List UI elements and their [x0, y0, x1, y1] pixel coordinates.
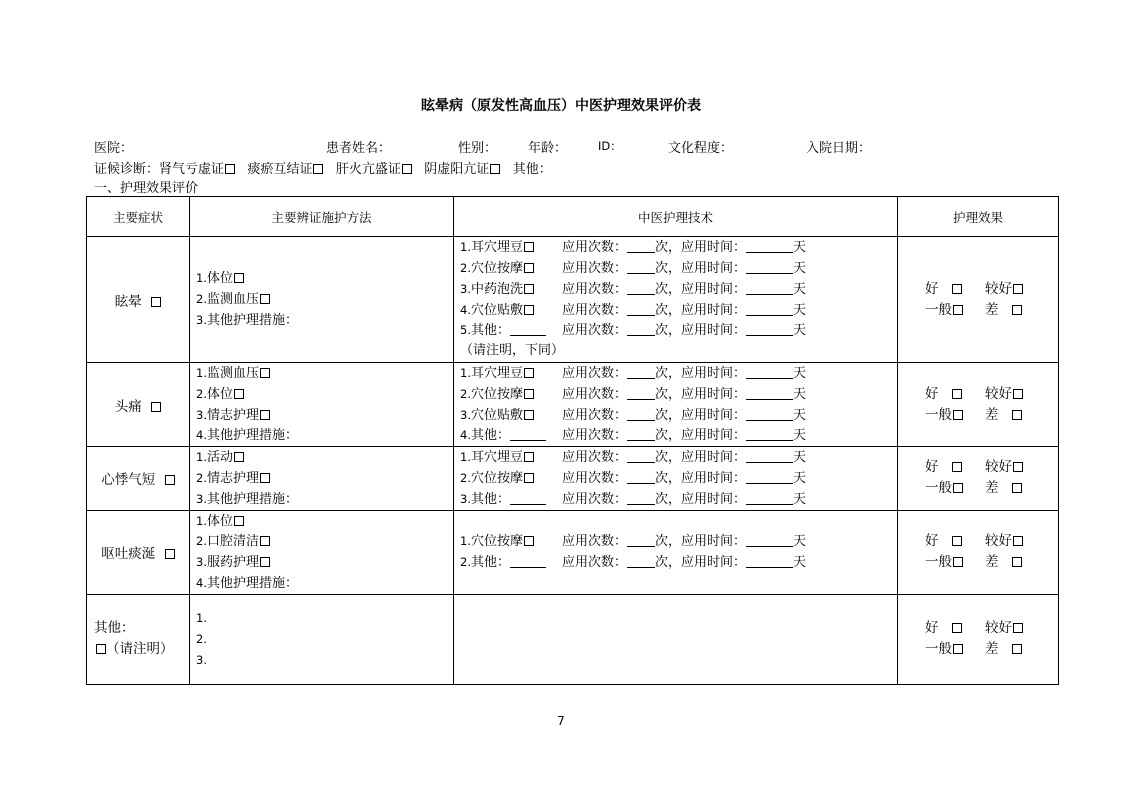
checkbox[interactable] — [524, 284, 534, 294]
form-title: 眩晕病（原发性高血压）中医护理效果评价表 — [421, 98, 701, 114]
days-unit: 天 — [793, 491, 807, 507]
technique-item — [460, 468, 897, 489]
method-item — [196, 468, 453, 489]
checkbox[interactable] — [234, 389, 244, 399]
table-row-other — [87, 594, 1059, 684]
symptom-label: 呕吐痰涎 — [101, 546, 156, 563]
method-item — [196, 310, 453, 331]
diagnosis-label: 证候诊断： — [94, 162, 160, 177]
days-unit: 天 — [793, 366, 807, 381]
item-number: 2. — [460, 555, 471, 570]
diagnosis-option: 痰瘀互结证 — [247, 162, 313, 177]
checkbox[interactable] — [953, 557, 963, 567]
blank-field[interactable] — [627, 239, 655, 253]
techniques-cell — [454, 363, 898, 447]
checkbox[interactable] — [524, 368, 534, 378]
blank-field[interactable] — [627, 302, 655, 316]
technique-item — [460, 384, 897, 405]
checkbox[interactable] — [402, 164, 412, 174]
times-unit: 次，应用时间： — [655, 240, 747, 256]
days-unit: 天 — [793, 240, 807, 256]
technique-item — [460, 300, 897, 321]
symptom-label: 头痛 — [114, 398, 142, 415]
list-item: 2. — [196, 631, 207, 646]
method-text: 口腔清洁 — [206, 534, 259, 550]
checkbox[interactable] — [490, 164, 500, 174]
item-number: 1. — [460, 366, 471, 380]
checkbox[interactable] — [234, 516, 244, 526]
item-number: 4. — [460, 302, 471, 317]
times-label: 应用次数： — [562, 281, 628, 297]
checkbox[interactable] — [1012, 644, 1022, 654]
checkbox[interactable] — [1013, 284, 1023, 294]
blank-field[interactable] — [746, 533, 793, 547]
method-item — [196, 405, 453, 426]
id-label: ID： — [598, 139, 622, 153]
checkbox[interactable] — [260, 536, 270, 546]
method-item — [196, 489, 453, 510]
evaluation-table — [86, 196, 1059, 685]
blank-field[interactable] — [627, 386, 655, 400]
item-number: 3. — [460, 491, 471, 506]
item-number: 3. — [196, 407, 207, 422]
effect-normal: 一般 — [925, 480, 952, 497]
checkbox[interactable] — [1013, 623, 1023, 633]
method-text: 其他护理措施： — [206, 428, 298, 444]
blank-field[interactable] — [746, 239, 793, 253]
item-number: 2. — [196, 292, 207, 307]
checkbox[interactable] — [1013, 389, 1023, 399]
checkbox[interactable] — [1012, 483, 1022, 493]
diagnosis-option: 肾气亏虚证 — [159, 162, 225, 177]
blank-field[interactable] — [510, 322, 546, 336]
blank-field[interactable] — [746, 407, 793, 421]
days-unit: 天 — [793, 323, 807, 339]
method-text: 体位 — [206, 386, 233, 402]
technique-text: 穴位按摩 — [470, 386, 523, 402]
hospital-label: 医院： — [94, 141, 134, 156]
blank-field[interactable] — [627, 407, 655, 421]
times-unit: 次，应用时间： — [655, 281, 747, 297]
times-unit: 次，应用时间： — [655, 470, 747, 486]
blank-field[interactable] — [627, 554, 655, 568]
symptom-cell — [87, 447, 190, 510]
checkbox[interactable] — [952, 284, 962, 294]
blank-field[interactable] — [746, 554, 793, 568]
technique-text: 其他： — [470, 491, 510, 507]
checkbox[interactable] — [1012, 557, 1022, 567]
effect-good: 好 — [925, 459, 939, 476]
checkbox[interactable] — [225, 164, 235, 174]
days-unit: 天 — [793, 407, 807, 423]
effect-poor: 差 — [985, 480, 999, 497]
blank-field[interactable] — [746, 281, 793, 295]
effect-better: 较好 — [985, 385, 1012, 402]
blank-field[interactable] — [746, 470, 793, 484]
checkbox[interactable] — [165, 475, 175, 485]
techniques-cell — [454, 237, 898, 363]
effect-poor: 差 — [985, 301, 999, 318]
checkbox[interactable] — [313, 164, 323, 174]
checkbox[interactable] — [524, 536, 534, 546]
item-number: 2. — [460, 386, 471, 401]
days-unit: 天 — [793, 386, 807, 402]
item-number: 1. — [196, 450, 207, 465]
effect-better: 较好 — [985, 533, 1012, 550]
technique-item — [460, 489, 897, 510]
blank-field[interactable] — [510, 554, 546, 568]
item-number: 5. — [460, 323, 471, 338]
effect-normal: 一般 — [925, 301, 952, 318]
technique-item — [460, 363, 897, 384]
checkbox[interactable] — [260, 368, 270, 378]
item-number: 2. — [196, 470, 207, 485]
item-number: 1. — [196, 366, 207, 380]
method-text: 活动 — [206, 450, 233, 466]
days-unit: 天 — [793, 555, 807, 571]
effect-normal: 一般 — [925, 406, 952, 423]
checkbox[interactable] — [953, 483, 963, 493]
blank-field[interactable] — [627, 427, 655, 441]
method-text: 其他护理措施： — [206, 491, 298, 507]
blank-field[interactable] — [746, 449, 793, 463]
technique-item — [460, 279, 897, 300]
days-unit: 天 — [793, 260, 807, 276]
effect-normal: 一般 — [925, 641, 952, 658]
method-text: 服药护理 — [206, 555, 259, 571]
times-unit: 次，应用时间： — [655, 555, 747, 571]
technique-text: 穴位贴敷 — [470, 407, 523, 423]
times-label: 应用次数： — [562, 386, 628, 402]
technique-item — [460, 552, 897, 573]
effect-cell — [898, 594, 1059, 684]
col-header-symptom: 主要症状 — [87, 197, 190, 237]
checkbox[interactable] — [260, 410, 270, 420]
technique-text: 其他： — [470, 323, 510, 339]
technique-item — [460, 320, 897, 341]
checkbox[interactable] — [165, 549, 175, 559]
item-number: 1. — [196, 513, 207, 528]
effect-normal: 一般 — [925, 554, 952, 571]
blank-field[interactable] — [627, 281, 655, 295]
days-unit: 天 — [793, 470, 807, 486]
checkbox[interactable] — [260, 294, 270, 304]
blank-field[interactable] — [627, 449, 655, 463]
effect-poor: 差 — [985, 554, 999, 571]
item-number: 3. — [196, 555, 207, 570]
method-text: 体位 — [206, 271, 233, 287]
checkbox[interactable] — [260, 557, 270, 567]
checkbox[interactable] — [96, 644, 106, 654]
blank-field[interactable] — [510, 427, 546, 441]
page-number: 7 — [557, 714, 565, 728]
methods-cell — [190, 510, 454, 594]
times-unit: 次，应用时间： — [655, 428, 747, 444]
admission-date-label: 入院日期： — [806, 141, 872, 156]
technique-text: 其他： — [470, 428, 510, 444]
item-number: 4. — [196, 428, 207, 443]
symptom-cell — [87, 510, 190, 594]
methods-cell — [190, 363, 454, 447]
techniques-cell — [454, 510, 898, 594]
item-number: 1. — [460, 534, 471, 549]
times-unit: 次，应用时间： — [655, 534, 747, 550]
effect-cell — [898, 510, 1059, 594]
checkbox[interactable] — [234, 273, 244, 283]
effect-good: 好 — [925, 533, 939, 550]
technique-item — [460, 258, 897, 279]
item-number: 2. — [196, 386, 207, 401]
method-item — [196, 268, 453, 289]
checkbox[interactable] — [524, 263, 534, 273]
technique-text: 耳穴埋豆 — [470, 240, 523, 256]
blank-field[interactable] — [746, 260, 793, 274]
symptom-cell — [87, 237, 190, 363]
checkbox[interactable] — [151, 402, 161, 412]
blank-field[interactable] — [627, 260, 655, 274]
blank-field[interactable] — [627, 533, 655, 547]
list-item: 1. — [196, 611, 207, 626]
times-label: 应用次数： — [562, 450, 628, 466]
effect-good: 好 — [925, 620, 939, 637]
blank-field[interactable] — [746, 427, 793, 441]
checkbox[interactable] — [1012, 410, 1022, 420]
days-unit: 天 — [793, 534, 807, 550]
checkbox[interactable] — [953, 644, 963, 654]
checkbox[interactable] — [1013, 462, 1023, 472]
times-label: 应用次数： — [562, 470, 628, 486]
effect-poor: 差 — [985, 406, 999, 423]
table-row — [87, 447, 1059, 510]
symptom-cell — [87, 363, 190, 447]
times-label: 应用次数： — [562, 534, 628, 550]
times-unit: 次，应用时间： — [655, 323, 747, 339]
item-number: 3. — [460, 407, 471, 422]
technique-text: 耳穴埋豆 — [470, 366, 523, 381]
technique-text: 穴位按摩 — [470, 260, 523, 276]
times-unit: 次，应用时间： — [655, 491, 747, 507]
col-header-effect: 护理效果 — [898, 197, 1059, 237]
method-text: 情志护理 — [206, 407, 259, 423]
times-label: 应用次数： — [562, 323, 628, 339]
item-number: 2. — [460, 260, 471, 275]
patient-name-label: 患者姓名： — [326, 141, 392, 156]
col-header-techniques: 中医护理技术 — [454, 197, 898, 237]
checkbox[interactable] — [524, 305, 534, 315]
method-item — [196, 363, 453, 384]
times-label: 应用次数： — [562, 260, 628, 276]
method-item — [196, 384, 453, 405]
times-label: 应用次数： — [562, 302, 628, 318]
technique-item — [460, 405, 897, 426]
diagnosis-option: 肝火亢盛证 — [335, 162, 401, 177]
item-number: 4. — [460, 428, 471, 443]
item-number: 1. — [460, 240, 471, 255]
other-note: （请注明） — [106, 641, 174, 658]
method-text: 监测血压 — [206, 366, 259, 381]
effect-cell — [898, 363, 1059, 447]
method-item — [196, 573, 453, 594]
effect-better: 较好 — [985, 459, 1012, 476]
effect-better: 较好 — [985, 280, 1012, 297]
effect-better: 较好 — [985, 620, 1012, 637]
other-methods-cell — [190, 594, 454, 684]
technique-text: 其他： — [470, 555, 510, 571]
times-label: 应用次数： — [562, 240, 628, 256]
blank-field[interactable] — [746, 302, 793, 316]
checkbox[interactable] — [1012, 305, 1022, 315]
other-label: 其他： — [94, 620, 135, 637]
method-text: 监测血压 — [206, 292, 259, 308]
checkbox[interactable] — [952, 623, 962, 633]
col-header-methods: 主要辨证施护方法 — [190, 197, 454, 237]
effect-good: 好 — [925, 280, 939, 297]
method-item — [196, 425, 453, 446]
times-label: 应用次数： — [562, 555, 628, 571]
blank-field[interactable] — [510, 491, 546, 505]
times-label: 应用次数： — [562, 428, 628, 444]
blank-field[interactable] — [627, 365, 655, 379]
checkbox[interactable] — [952, 536, 962, 546]
table-row — [87, 510, 1059, 594]
technique-item — [460, 531, 897, 552]
times-label: 应用次数： — [562, 366, 628, 381]
other-symptom-cell — [87, 594, 190, 684]
checkbox[interactable] — [524, 473, 534, 483]
item-number: 2. — [460, 470, 471, 485]
times-label: 应用次数： — [562, 407, 628, 423]
methods-cell — [190, 237, 454, 363]
checkbox[interactable] — [953, 305, 963, 315]
effect-good: 好 — [925, 385, 939, 402]
checkbox[interactable] — [952, 462, 962, 472]
technique-text: 穴位贴敷 — [470, 302, 523, 318]
section-title: 一、护理效果评价 — [94, 181, 199, 196]
method-item — [196, 447, 453, 468]
symptom-label: 眩晕 — [114, 293, 142, 310]
table-row — [87, 237, 1059, 363]
item-number: 3. — [460, 281, 471, 296]
item-number: 3. — [196, 491, 207, 506]
techniques-cell — [454, 447, 898, 510]
item-number: 4. — [196, 575, 207, 590]
checkbox[interactable] — [524, 452, 534, 462]
times-unit: 次，应用时间： — [655, 407, 747, 423]
item-number: 1. — [196, 271, 207, 286]
checkbox[interactable] — [1013, 536, 1023, 546]
table-header-row — [87, 197, 1059, 237]
times-label: 应用次数： — [562, 491, 628, 507]
checkbox[interactable] — [952, 389, 962, 399]
effect-poor: 差 — [985, 641, 999, 658]
method-text: 其他护理措施： — [206, 575, 298, 591]
technique-text: 穴位按摩 — [470, 470, 523, 486]
technique-item — [460, 425, 897, 446]
days-unit: 天 — [793, 450, 807, 466]
technique-text: 耳穴埋豆 — [470, 450, 523, 466]
checkbox[interactable] — [953, 410, 963, 420]
checkbox[interactable] — [234, 452, 244, 462]
days-unit: 天 — [793, 428, 807, 444]
effect-cell — [898, 447, 1059, 510]
blank-field[interactable] — [627, 322, 655, 336]
note-text: （请注明，下同） — [460, 343, 565, 359]
blank-field[interactable] — [627, 470, 655, 484]
age-label: 年龄： — [528, 141, 568, 156]
times-unit: 次，应用时间： — [655, 450, 747, 466]
diagnosis-line — [94, 158, 552, 177]
checkbox[interactable] — [524, 410, 534, 420]
method-text: 其他护理措施： — [206, 312, 298, 328]
times-unit: 次，应用时间： — [655, 386, 747, 402]
checkbox[interactable] — [260, 473, 270, 483]
methods-cell — [190, 447, 454, 510]
times-unit: 次，应用时间： — [655, 302, 747, 318]
table-row — [87, 363, 1059, 447]
item-number: 3. — [196, 312, 207, 327]
times-unit: 次，应用时间： — [655, 260, 747, 276]
item-number: 1. — [460, 450, 471, 465]
education-label: 文化程度： — [668, 141, 734, 156]
other-techniques-cell[interactable] — [454, 594, 898, 684]
diagnosis-other: 其他： — [512, 162, 552, 177]
checkbox[interactable] — [524, 242, 534, 252]
symptom-label: 心悸气短 — [101, 472, 156, 489]
checkbox[interactable] — [524, 389, 534, 399]
method-item — [196, 511, 453, 532]
method-item — [196, 552, 453, 573]
checkbox[interactable] — [151, 297, 161, 307]
method-text: 体位 — [206, 513, 233, 529]
list-item: 3. — [196, 652, 207, 667]
blank-field[interactable] — [746, 386, 793, 400]
days-unit: 天 — [793, 302, 807, 318]
blank-field[interactable] — [627, 491, 655, 505]
blank-field[interactable] — [746, 322, 793, 336]
method-text: 情志护理 — [206, 470, 259, 486]
days-unit: 天 — [793, 281, 807, 297]
effect-cell — [898, 237, 1059, 363]
technique-text: 中药泡洗 — [470, 281, 523, 297]
gender-label: 性别： — [458, 141, 498, 156]
blank-field[interactable] — [746, 491, 793, 505]
technique-text: 穴位按摩 — [470, 534, 523, 550]
technique-item — [460, 447, 897, 468]
times-unit: 次，应用时间： — [655, 366, 747, 381]
technique-item — [460, 237, 897, 258]
blank-field[interactable] — [746, 365, 793, 379]
method-item — [196, 531, 453, 552]
method-item — [196, 289, 453, 310]
item-number: 2. — [196, 534, 207, 549]
diagnosis-option: 阴虚阳亢证 — [424, 162, 490, 177]
